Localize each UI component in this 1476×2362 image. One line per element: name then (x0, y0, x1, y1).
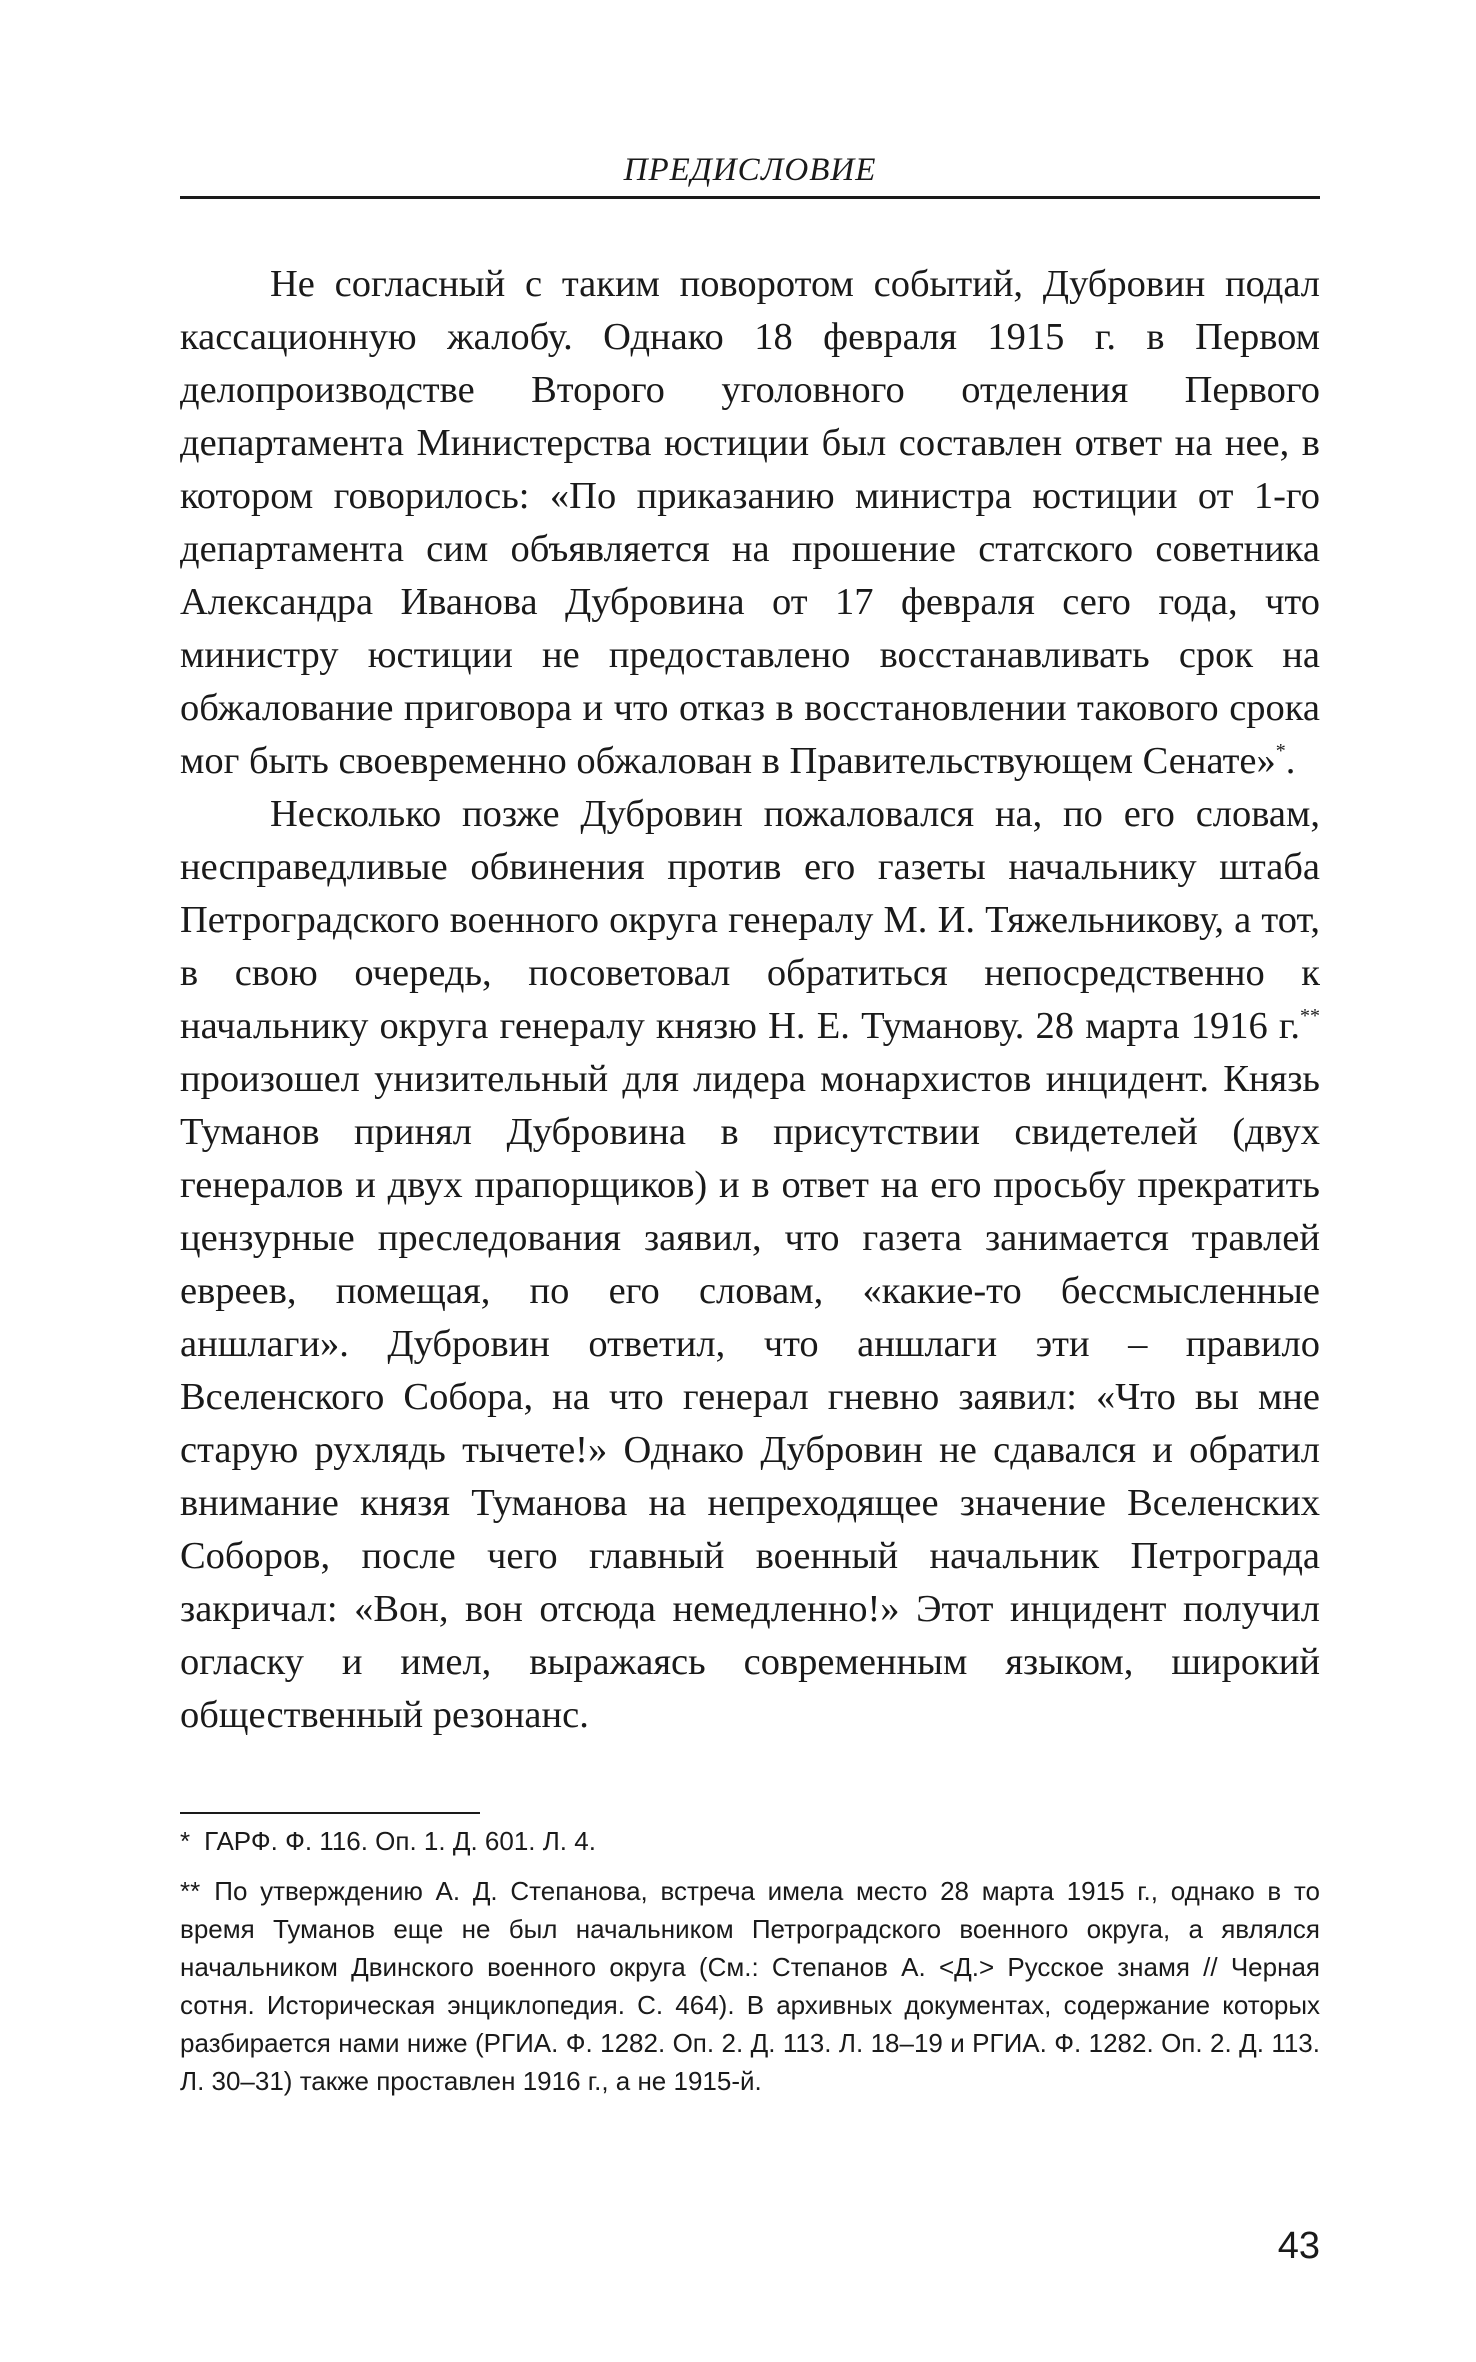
footnotes (180, 1822, 1320, 2112)
running-head: ПРЕДИСЛОВИЕ (623, 152, 877, 188)
footnote-text: ГАРФ. Ф. 116. Оп. 1. Д. 601. Л. 4. (204, 1826, 596, 1856)
main-text (180, 258, 1320, 1742)
footnote-rule (180, 1812, 480, 1814)
footnote-marker: * (180, 1826, 191, 1856)
paragraph-tail: . (1285, 740, 1296, 782)
paragraph (180, 258, 1320, 788)
footnote (180, 1872, 1320, 2100)
paragraph-text: произошел унизительный для лидера монархистов инцидент. Князь Туманов принял Дубровина в присутствии свидетелей (двух генералов и двух прапорщиков) и в ответ на его просьбу прекратить цензурные преследования заявил, что газета занимается травлей евреев, помещая, по его словам, «какие-то бессмысленные аншлаги». Дубровин ответил, что аншлаги эти – правило Вселенского Собора, на что генерал гневно заявил: «Что вы мне старую рухлядь тычете!» Однако Дубровин не сдавался и обратил внимание князя Туманова на непреходящее значение Вселенских Соборов, после чего главный военный начальник Петрограда закричал: «Вон, вон отсюда немедленно!» Этот инцидент получил огласку и имел, выражаясь современным языком, широкий общественный резонанс. (180, 1058, 1320, 1736)
header-rule (180, 196, 1320, 199)
footnote-ref: * (1275, 740, 1286, 762)
paragraph-text: Не согласный с таким поворотом событий, Дубровин подал кассационную жалобу. Однако 18 февраля 1915 г. в Первом делопроизводстве Второго уголовного отделения Первого департамента Министерства юстиции был составлен ответ на нее, в котором говорилось: «По приказанию министра юстиции от 1-го департамента сим объявляется на прошение статского советника Александра Иванова Дубровина от 17 февраля сего года, что министру юстиции не предоставлено восстанавливать срок на обжалование приговора и что отказ в восстановлении такового срока мог быть своевременно обжалован в Правительствующем Сенате» (180, 263, 1320, 782)
footnote-ref: ** (1300, 1005, 1320, 1027)
paragraph (180, 788, 1320, 1742)
paragraph-text: Несколько позже Дубровин пожаловался на, по его словам, несправедливые обвинения против его газеты начальнику штаба Петроградского военного округа генералу М. И. Тяжельникову, а тот, в свою очередь, посоветовал обратиться непосредственно к начальнику округа генералу князю Н. Е. Туманову. 28 марта 1916 г. (180, 793, 1320, 1047)
footnote-text: По утверждению А. Д. Степанова, встреча имела место 28 марта 1915 г., однако в то время Туманов еще не был начальником Петроградского военного округа, а являлся начальником Двинского военного округа (См.: Степанов А. <Д.> Русское знамя // Черная сотня. Историческая энциклопедия. С. 464). В архивных документах, содержание которых разбирается нами ниже (РГИА. Ф. 1282. Оп. 2. Д. 113. Л. 18–19 и РГИА. Ф. 1282. Оп. 2. Д. 113. Л. 30–31) также проставлен 1916 г., а не 1915-й. (180, 1876, 1320, 2096)
footnote-marker: ** (180, 1876, 201, 1906)
footnote (180, 1822, 1320, 1860)
page-number: 43 (1277, 2225, 1320, 2267)
